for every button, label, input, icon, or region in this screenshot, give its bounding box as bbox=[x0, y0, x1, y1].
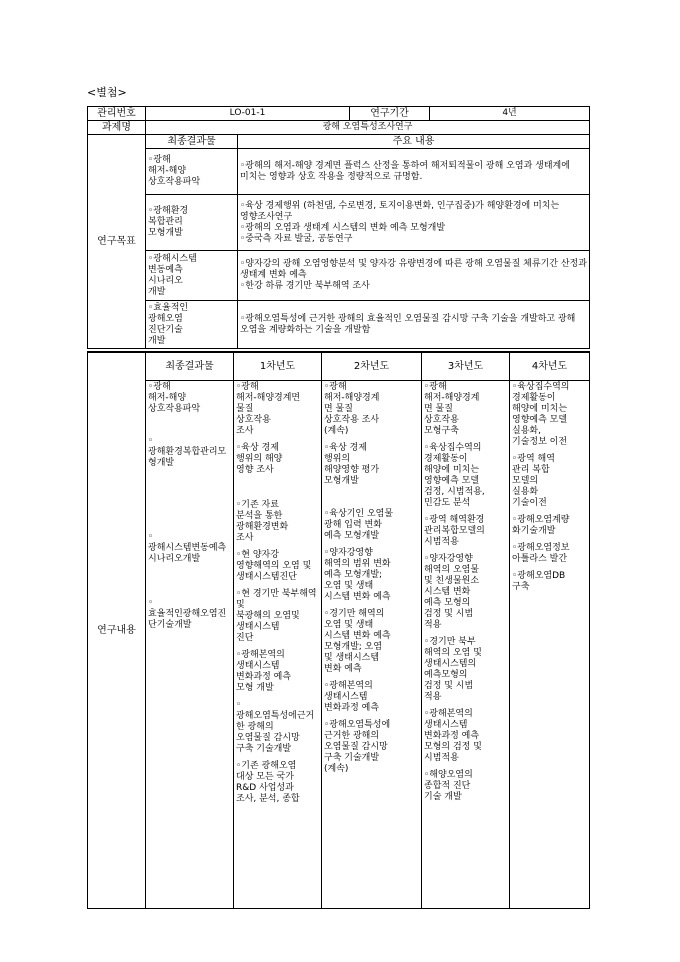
goals-col-content: 주요 내용 bbox=[238, 135, 590, 149]
title-label: 과제명 bbox=[88, 121, 146, 135]
year2-item: ◦광해 해저-해양경계 면 물질 상호작용 조사 (계속) bbox=[324, 381, 380, 436]
goal-content: ◦양자강의 광해 오염영향분석 및 양자강 유량변경에 따른 광해 오염물질 체류기간 산정과 생태계 변화 예측 ◦한강 하류 경기만 북부해역 조사 bbox=[238, 251, 590, 301]
year2-item: ◦광해본역의 생태시스템 변화과정 예측 bbox=[324, 680, 380, 713]
year1-item: ◦기존 광해오염 대상 모든 국가 R&D 사업성과 조사, 분석, 종합 bbox=[236, 760, 300, 804]
year2-item: ◦경기만 해역의 오염 및 생태 시스템 변화 예측 모형개발; 오염 및 생태시스템 변화 예측 bbox=[324, 608, 391, 674]
goal-content: ◦육상 경제행위 (하천댐, 수로변경, 토지이용변화, 인구집중)가 해양환경에 미치는 영향조사연구 ◦광해의 오염과 생태계 시스템의 변화 예측 모형개발 ◦중국측 자료 발굴, 공동연구 bbox=[238, 195, 590, 251]
year3-item: ◦광해본역의 생태시스템 변화과정 예측 모형의 검정 및 시범적용 bbox=[424, 708, 482, 763]
goal-result: ◦효율적인 광해오염 진단기술 개발 bbox=[146, 301, 238, 349]
content-section-label: 연구내용 bbox=[88, 352, 146, 908]
content-result-item: ◦광해 해저-해양 상호작용파악 bbox=[148, 381, 201, 414]
year-header: 3차년도 bbox=[422, 352, 510, 380]
title-value: 광해 오염특성조사연구 bbox=[146, 121, 590, 135]
year2-item: ◦광해오염특성에 근거한 광해의 오염물질 감시망 구축 기술개발 (계속) bbox=[324, 719, 391, 774]
year1-item: ◦육상 경제 행위의 해양 영향 조사 bbox=[236, 442, 283, 475]
year4-item: ◦광해오염정보 아틀라스 발간 bbox=[512, 542, 570, 564]
year3-cell bbox=[422, 380, 510, 908]
year4-cell bbox=[510, 380, 590, 908]
year4-item: ◦광해오염DB 구축 bbox=[512, 570, 566, 592]
year3-item: ◦광역 해역환경 관리복합모델의 시범적용 bbox=[424, 514, 485, 547]
year-header: 1차년도 bbox=[234, 352, 322, 380]
year3-item: ◦경기만 북부 해역의 오염 및 생태시스템의 예측모형의 검정 및 시범 적용 bbox=[424, 636, 482, 702]
year1-item: ◦현 양자강 영향해역의 오염 및 생태시스템진단 bbox=[236, 549, 312, 582]
year1-item: ◦현 경기만 북부해역 및 북광해의 오염및 생태시스템 진단 bbox=[236, 588, 317, 643]
year1-item: ◦기존 자료 분석을 통한 광해환경변화 조사 bbox=[236, 499, 289, 543]
mgmt-no-label: 관리번호 bbox=[88, 107, 146, 121]
year2-cell bbox=[322, 380, 422, 908]
goal-content: ◦광해오염특성에 근거한 광해의 효율적인 오염물질 감시망 구축 기술을 개발하고 광해 오염을 계량화하는 기술을 개발함 bbox=[238, 301, 590, 349]
content-result-item: ◦광해시스템변동예측시나리오개발 bbox=[148, 531, 227, 564]
year3-item: ◦해양오염의 종합적 진단 기술 개발 bbox=[424, 769, 473, 802]
content-col-result: 최종결과물 bbox=[146, 352, 234, 380]
year4-item: ◦광역 해역 관리 복합 모델의 실용화 기술이전 bbox=[512, 453, 555, 508]
year1-item: ◦광해오염특성에근거한 광해의 오염물질 감시망 구축 기술개발 bbox=[236, 699, 315, 754]
year2-item: ◦양자강영향 해역의 범위 변화 예측 모형개발; 오염 및 생태 시스템 변화 예측 bbox=[324, 547, 391, 602]
year-header: 2차년도 bbox=[322, 352, 422, 380]
goals-col-result: 최종결과물 bbox=[146, 135, 238, 149]
year4-item: ◦광해오염계량 화기술개발 bbox=[512, 514, 570, 536]
goals-section-label: 연구목표 bbox=[88, 135, 146, 349]
attachment-label: <별첨> bbox=[87, 86, 127, 99]
content-result-item: ◦효율적인광해오염진단기술개발 bbox=[148, 597, 227, 630]
year1-item: ◦광해본역의 생태시스템 변화과정 예측 모형 개발 bbox=[236, 649, 292, 693]
content-results-cell bbox=[146, 380, 234, 908]
mgmt-no-value: LO-01-1 bbox=[146, 107, 350, 121]
year4-item: ◦육상집수역의 경제활동이 해양에 미치는 영향예측 모델 실용화, 기술정보 이전 bbox=[512, 381, 570, 447]
goal-content: ◦광해의 해저-해양 경계면 플럭스 산정을 통하여 해저퇴적물이 광해 오염과 생태계에 미치는 영향과 상호 작용을 정량적으로 규명함. bbox=[238, 149, 590, 195]
content-table bbox=[87, 351, 590, 909]
goals-table bbox=[87, 106, 590, 349]
year3-item: ◦육상집수역의 경제활동이 해양에 미치는 영향예측 모델 검정, 시범적용, 민감도 분석 bbox=[424, 442, 485, 508]
year1-cell bbox=[234, 380, 322, 908]
period-label: 연구기간 bbox=[350, 107, 430, 121]
period-value: 4년 bbox=[430, 107, 590, 121]
year-header: 4차년도 bbox=[510, 352, 590, 380]
year1-item: ◦광해 해저-해양경계면 물질 상호작용 조사 bbox=[236, 381, 301, 436]
goal-result: ◦광해 해저-해양 상호작용파악 bbox=[146, 149, 238, 195]
year2-item: ◦육상기인 오염물 광해 입력 변화 예측 모형개발 bbox=[324, 508, 394, 541]
year3-item: ◦양자강영향 해역의 오염물 및 친생물원소 시스템 변화 예측 모형의 검정 및 시범 적용 bbox=[424, 553, 480, 630]
year2-item: ◦육상 경제 행위의 해양영향 평가 모형개발 bbox=[324, 442, 380, 486]
year3-item: ◦광해 해저-해양경계 면 물질 상호작용 모형구축 bbox=[424, 381, 480, 436]
goal-result: ◦광해시스템 변동예측 시나리오 개발 bbox=[146, 251, 238, 301]
content-result-item: ◦광해환경복합관리모형개발 bbox=[148, 435, 227, 468]
goal-result: ◦광해환경 복합관리 모형개발 bbox=[146, 195, 238, 251]
